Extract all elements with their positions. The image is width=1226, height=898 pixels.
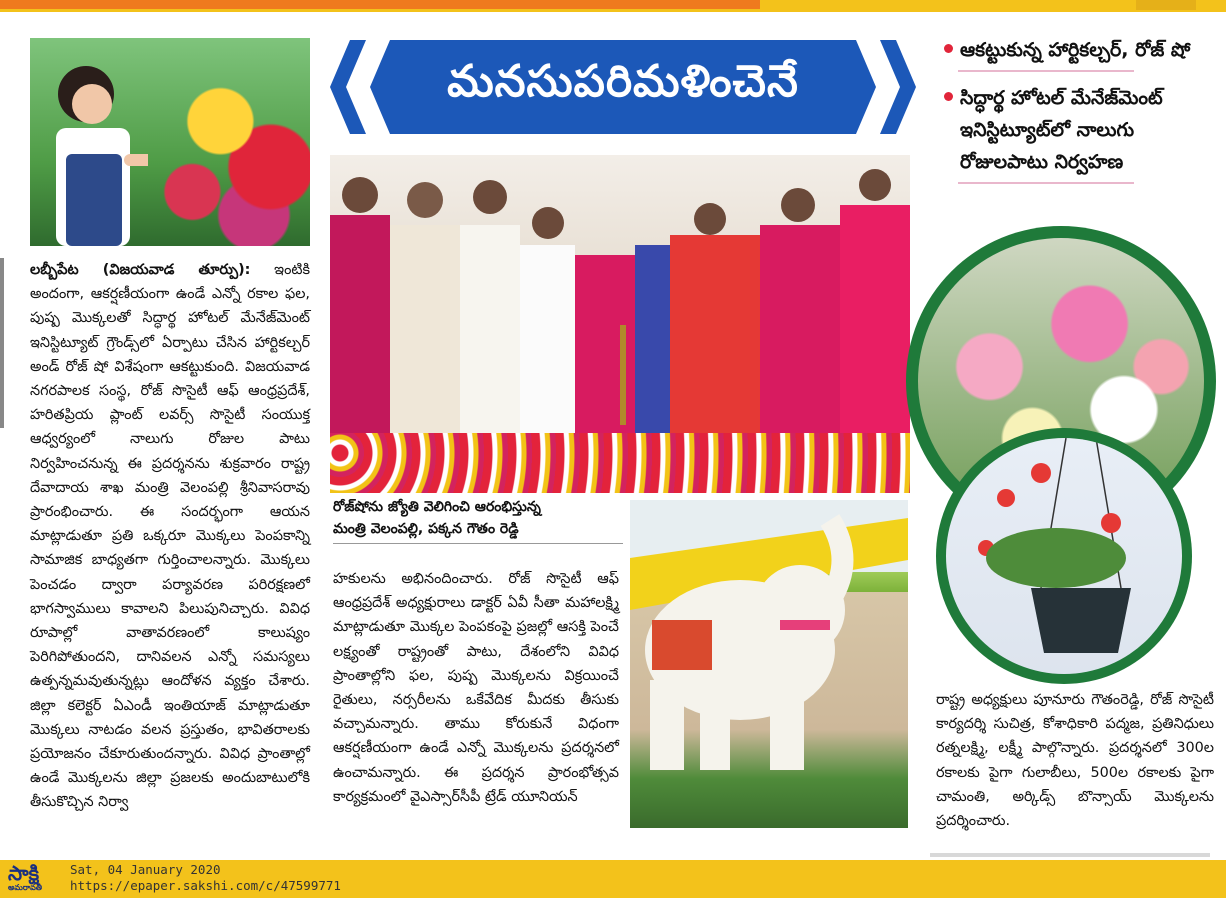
article-text: హకులను అభినందించారు. రోజ్ సొసైటీ ఆఫ్ ఆంధ్రప్రదేశ్ అధ్యక్షురాలు డాక్టర్ ఏవీ సీతా మహాలక్ష్మి మాట్లాడుతూ మొక్కల పెంపకంపై ప్రజల్లో ఆసక్తి పెంచే లక్ష్యంతో రాష్ట్రంతో పాటు, దేశంలోని వివిధ ప్రాంతాల్లోని ఫల, పుష్ప మొక్కలను విక్రయించే రైతులు, నర్సరీలను ఒకేవేదిక మీదకు తీసుకు వచ్చామన్నారు. తాము కోరుకునే విధంగా ఆకర్షణీయంగా ఉండే ఎన్నో మొక్కలను ప్రదర్శనలో ఉంచామన్నారు. ఈ ప్రదర్శన ప్రారంభోత్సవ కార్యక్రమంలో వైఎస్సార్‌సీపీ ట్రేడ్ యూనియన్ [333,571,619,805]
article-text: రాష్ట్ర అధ్యక్షులు పూనూరు గౌతంరెడ్డి, రోజ్ సొసైటీ కార్యదర్శి సుచిత్ర, కోశాధికారి పద్మజ, ప్రతినిధులు రత్నలక్ష్మి, లక్ష్మీ పాల్గొన్నారు. ప్రదర్శనలో 300ల రకాలకు పైగా గులాబీలు, 500ల రకాలకు పైగా చామంతి, అర్కిడ్స్ బొన్సాయ్ మొక్కలను ప్రదర్శించారు. [936,692,1214,830]
footer-bar [0,860,1226,898]
girl-figure [38,58,148,246]
hanging-pot-image [946,438,1182,674]
bullet-icon [944,92,953,101]
dateline: లబ్బీపేట (విజయవాడ తూర్పు): [30,262,251,278]
headline-banner [330,36,916,138]
highlight-divider [958,70,1134,72]
epaper-url[interactable]: https://epaper.sakshi.com/c/47599771 [70,878,341,893]
article-text: ఇంటికి అందంగా, ఆకర్షణీయంగా ఉండే ఎన్నో రకాల ఫల, పుష్ప మొక్కలతో సిద్ధార్థ హోటల్ మేనేజ్‌మెంట్ ఇనిస్టిట్యూట్ గ్రౌండ్స్‌లో ఏర్పాటు చేసిన హార్టికల్చర్ అండ్ రోజ్ షో విశేషంగా ఆకట్టుకుంది. విజయవాడ నగరపాలక సంస్థ, రోజ్ సొసైటీ ఆఫ్ ఆంధ్రప్రదేశ్, హరితప్రియ ప్లాంట్ లవర్స్ సొసైటీ సంయుక్త ఆధ్వర్యంలో నాలుగు రోజుల పాటు నిర్వహించనున్న ఈ ప్రదర్శనను శుక్రవారం రాష్ట్ర దేవాదాయ శాఖ మంత్రి వెలంపల్లి శ్రీనివాసరావు ప్రారంభించారు. ఈ సందర్భంగా ఆయన మాట్లాడుతూ ప్రతి ఒక్కరూ మొక్కలు పెంపకాన్ని సామాజిక బాధ్యతగా గుర్తించాలన్నారు. మొక్కలు పెంచడం ద్వారా పర్యావరణ పరిరక్షణలో భాగస్వాములు కావాలని పిలుపునిచ్చారు. వివిధ రూపాల్లో వాతావరణంలో కాలుష్యం పెరిగిపోతుందని, దానివలన ఎన్నో సమస్యలు ఉత్పన్నమవుతున్నట్లు ఆందోళన వ్యక్తం చేశారు. జిల్లా కలెక్టర్ ఏఎండీ ఇంతియాజ్ మాట్లాడుతూ మొక్కలు నాటడం వలన ప్రస్తుతం, భావితరాలకు ప్రయోజనం చేకూరుతుందన్నారు. వివిధ ప్రాంతాల్లో ఉండే మొక్కలను జిల్లా ప్రజలకు అందుబాటులోకి తీసుకొచ్చిన నిర్వా [30,262,310,811]
footer-meta [70,862,341,894]
article-column-2 [333,567,619,809]
headline-text: మనసుపరిమళించెనే [447,56,799,107]
article-column-3 [936,688,1214,833]
photo-caption [333,496,623,540]
photo-girl-with-flowers [30,38,310,246]
caption-divider [333,543,623,544]
top-color-bar [0,0,1226,12]
logo-text: సాక్షి [8,861,40,885]
article-column-1 [30,258,310,815]
page-edge-mark [0,258,4,428]
caption-line-1: రోజ్‌షోను జ్యోతి వెలిగించి ఆరంభిస్తున్న [333,499,541,515]
bullet-icon [944,44,953,53]
highlight-text: ఆకట్టుకున్న హార్టికల్చర్, రోజ్ షో [960,39,1191,61]
photo-inauguration [330,155,910,493]
highlight-item [944,34,1214,66]
sakshi-logo [8,862,66,894]
photo-flower-elephant [630,500,908,828]
elephant-sculpture [630,500,908,828]
caption-line-2: మంత్రి వెలంపల్లి, పక్కన గౌతం రెడ్డి [333,521,519,537]
logo-subtext: అమరావతి [8,883,43,892]
article-paragraph [30,258,310,815]
highlight-text: సిద్ధార్థ హోటల్ మేనేజ్‌మెంట్ ఇనిస్టిట్యూట్‌లో నాలుగు రోజులపాటు నిర్వహణ [960,87,1163,173]
masthead-edge [1136,0,1196,10]
highlights-list [944,34,1214,194]
edition-date: Sat, 04 January 2020 [70,862,221,877]
photo-hanging-pot-circle [936,428,1192,684]
hanging-pot-drawing [946,438,1182,674]
highlight-item [944,82,1214,178]
column-end-rule [930,853,1210,857]
flower-bed [330,433,910,493]
top-orange-stripe [0,0,760,9]
highlight-divider [958,182,1134,184]
